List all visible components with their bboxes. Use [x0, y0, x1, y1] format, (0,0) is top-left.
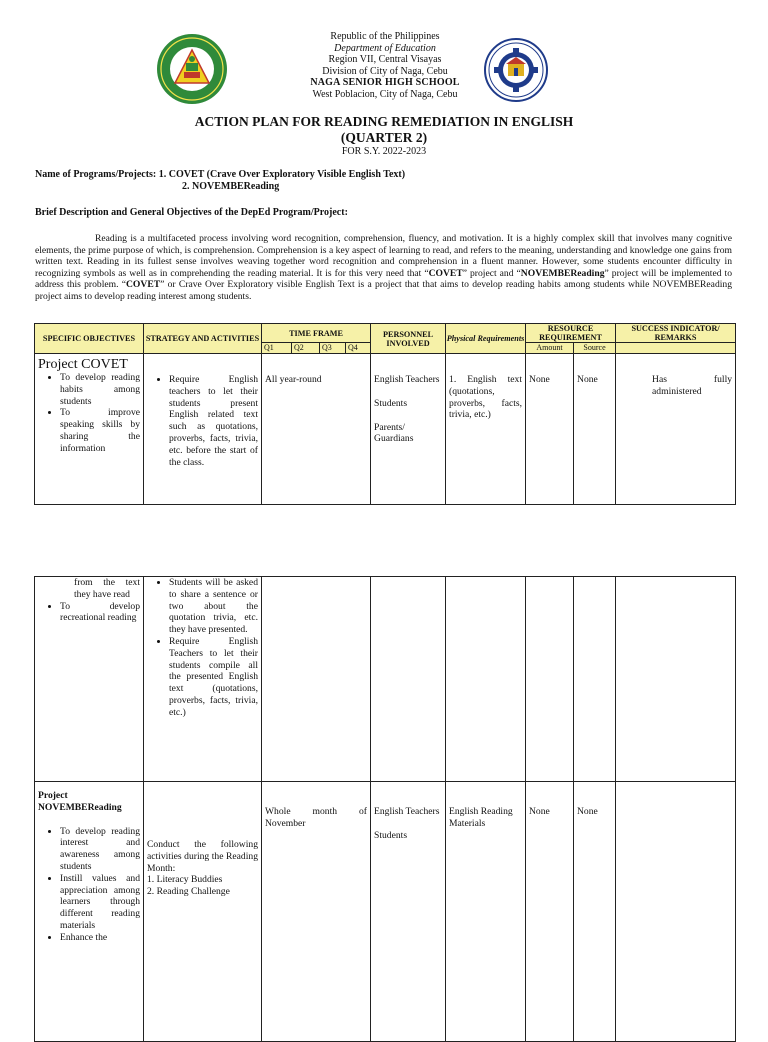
- list-item: • Require English Teachers to let their students compile all the presented English text (quotations, proverbs, facts, trivia, etc.): [169, 636, 258, 719]
- cell-covet-strategy: [144, 354, 262, 505]
- november-amount-text: None: [529, 806, 550, 817]
- school-year: FOR S.Y. 2022-2023: [341, 146, 427, 157]
- document-subtitle-quarter: (QUARTER 2): [340, 130, 428, 145]
- list-item: • To improve speaking skills by sharing the information: [60, 407, 140, 454]
- personnel-item: Parents/ Guardians: [374, 421, 414, 445]
- cell-covet-source: [574, 354, 616, 505]
- covet-physical-text: 1. English text (quotations, proverbs, facts, trivia, etc.): [449, 374, 523, 421]
- cell-covet-objectives: [35, 354, 144, 505]
- cell-november-source: [574, 782, 616, 1042]
- table-row-novembereading: [35, 782, 736, 1042]
- brief-description-heading: Brief Description and General Objectives of the DepEd Program/Project:: [35, 207, 348, 218]
- project-covet-title: Project COVET: [38, 357, 128, 372]
- list-item: • Enhance the: [60, 932, 140, 944]
- table-row-covet-continued: [35, 577, 736, 782]
- description-paragraph: [35, 233, 732, 303]
- cell-november-success: [616, 782, 736, 1042]
- letterhead-department: Department of Education: [334, 42, 436, 54]
- covet-timeframe-text: All year-round: [265, 374, 322, 385]
- cell-covet-cont-objectives: [35, 577, 144, 782]
- personnel-item: English Teachers: [374, 806, 440, 817]
- header-q3: Q3: [320, 343, 346, 354]
- cell-november-strategy: [144, 782, 262, 1042]
- cell-covet-cont-success: [616, 577, 736, 782]
- november-strategy-intro: Conduct the following activities during the Reading Month:: [147, 839, 258, 874]
- header-q2: Q2: [292, 343, 320, 354]
- covet-amount-text: None: [529, 374, 550, 385]
- paragraph-bold-novembereading: NOVEMBEReading: [520, 267, 605, 279]
- november-source-text: None: [577, 806, 598, 817]
- header-success-indicator: SUCCESS INDICATOR/ REMARKS: [616, 324, 736, 343]
- paragraph-text-2: ” project and “: [462, 267, 521, 279]
- cell-covet-cont-physical: [446, 577, 526, 782]
- project-november-title-1: Project: [38, 790, 68, 801]
- paragraph-bold-covet: COVET: [428, 267, 463, 279]
- programs-line-1: Name of Programs/Projects: 1. COVET (Crave Over Exploratory Visible English Text): [35, 169, 406, 180]
- paragraph-text-4: ” or Crave Over Exploratory visible English Text is a project that that aims to develop reading habits among students while NOVEMBEReading project aims to develop reading interest among students.: [35, 279, 732, 302]
- cell-covet-cont-personnel: [371, 577, 446, 782]
- list-item: • To develop reading habits among students: [60, 372, 140, 407]
- cell-november-personnel: [371, 782, 446, 1042]
- paragraph-text-3: ” project will be implemented to address this problem. “: [35, 267, 733, 291]
- header-amount: Amount: [526, 343, 574, 354]
- cell-november-objectives: [35, 782, 144, 1042]
- november-physical-text: English Reading Materials: [449, 806, 513, 829]
- list-item: • Instill values and appreciation among learners through different reading materials: [60, 873, 140, 932]
- november-timeframe-text: Whole month of November: [265, 806, 367, 829]
- personnel-item: Students: [374, 829, 408, 841]
- action-plan-table-continued: [34, 576, 736, 1042]
- header-source: Source: [574, 343, 616, 354]
- cell-covet-amount: [526, 354, 574, 505]
- header-q4: Q4: [346, 343, 371, 354]
- letterhead-address: West Poblacion, City of Naga, Cebu: [312, 88, 458, 100]
- cell-covet-personnel: [371, 354, 446, 505]
- covet-source-text: None: [577, 374, 598, 385]
- table-row-covet: [35, 354, 736, 505]
- list-item: from the text they have read: [74, 577, 140, 600]
- header-personnel-involved: PERSONNEL INVOLVED: [371, 324, 446, 354]
- november-strategy-item: 2. Reading Challenge: [147, 886, 230, 898]
- header-specific-objectives: SPECIFIC OBJECTIVES: [35, 324, 144, 354]
- cell-november-physical: [446, 782, 526, 1042]
- cell-covet-cont-timeframe: [262, 577, 371, 782]
- programs-label: [35, 169, 405, 193]
- list-item: • Students will be asked to share a sentence or two about the quotation trivia, etc. they have presented.: [169, 577, 258, 636]
- cell-covet-success: [616, 354, 736, 505]
- paragraph-text-1: Reading is a multifaceted process involving word recognition, comprehension, fluency, and motivation. It is a highly complex skill that involves many cognitive elements, the prime purpose of which, is comprehension. Comprehension is a key aspect of learning to read, and refers to the meaning, understanding and knowledge one gains from written text. Reading in its fullest sense involves weaving together word recognition and comprehension in a fluent manner. However, some students encounter difficulty in recognizing symbols as well as in comprehending the reading material. It is for this very need that “: [35, 233, 732, 279]
- header-resource-requirement: RESOURCE REQUIREMENT: [526, 324, 616, 343]
- letterhead-republic: Republic of the Philippines: [330, 31, 440, 42]
- personnel-item: English Teachers: [374, 374, 440, 385]
- header-time-frame: TIME FRAME: [262, 324, 371, 343]
- document-title: ACTION PLAN FOR READING REMEDIATION IN ENGLISH: [194, 114, 574, 129]
- cell-covet-cont-strategy: [144, 577, 262, 782]
- action-plan-table: [34, 323, 736, 505]
- header-q1: Q1: [262, 343, 292, 354]
- letterhead-division: Division of City of Naga, Cebu: [322, 65, 448, 77]
- november-strategy-item: 1. Literacy Buddies: [147, 874, 223, 886]
- list-item: • Require English teachers to let their students present English related text such as quotations, proverbs, facts, trivia, etc. before the start of the class.: [169, 374, 258, 468]
- project-november-title-2: NOVEMBEReading: [38, 801, 122, 813]
- list-item: • To develop reading interest and awareness among students: [60, 826, 140, 873]
- programs-line-2: 2. NOVEMBEReading: [182, 181, 280, 192]
- letterhead-school: NAGA SENIOR HIGH SCHOOL: [310, 77, 460, 88]
- header-success-blank: [616, 343, 736, 354]
- covet-success-text: Has fully administered: [652, 374, 733, 397]
- list-item: • To develop recreational reading: [60, 601, 140, 625]
- paragraph-bold-covet-2: COVET: [126, 279, 161, 291]
- letterhead: [200, 31, 570, 100]
- cell-november-timeframe: [262, 782, 371, 1042]
- header-physical-requirements: Physical Requirements: [446, 324, 526, 354]
- cell-covet-physical: [446, 354, 526, 505]
- cell-november-amount: [526, 782, 574, 1042]
- cell-covet-cont-amount: [526, 577, 574, 782]
- personnel-item: Students: [374, 397, 408, 409]
- letterhead-region: Region VII, Central Visayas: [328, 54, 442, 65]
- cell-covet-timeframe: [262, 354, 371, 505]
- cell-covet-cont-source: [574, 577, 616, 782]
- header-strategy-activities: STRATEGY AND ACTIVITIES: [144, 324, 262, 354]
